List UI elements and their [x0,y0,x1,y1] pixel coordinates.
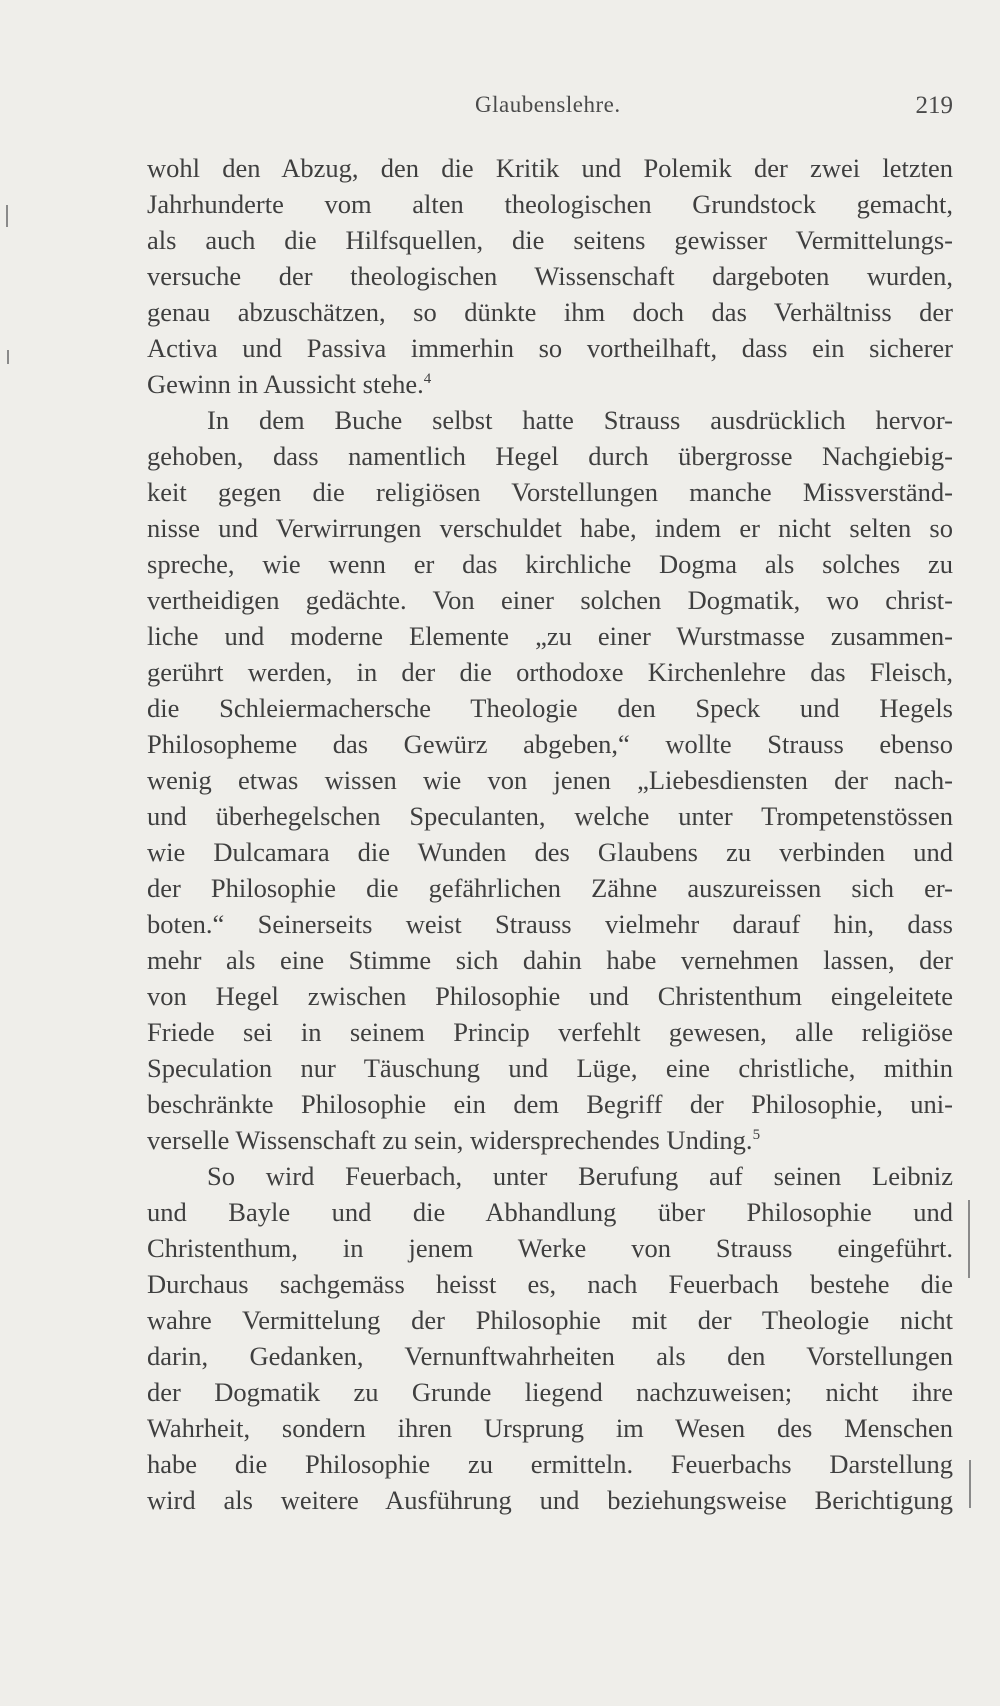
text-line-content: wird als weitere Ausführung und beziehungsweise Berichtigung [147,1485,953,1515]
text-line [147,654,953,690]
text-line [147,1266,953,1302]
footnote-marker: 5 [752,1127,761,1144]
text-line-content: mehr als eine Stimme sich dahin habe vernehmen lassen, der [147,945,953,975]
text-line [147,1374,953,1410]
running-head-title: Glaubenslehre. [475,92,621,117]
text-line [147,546,953,582]
text-line-content: darin, Gedanken, Vernunftwahrheiten als den Vorstellungen [147,1341,953,1371]
text-line [147,906,953,942]
text-line-content: gehoben, dass namentlich Hegel durch übergrosse Nachgiebig- [147,441,953,471]
text-line [147,1086,953,1122]
scan-mark [968,1200,970,1278]
text-line [147,1050,953,1086]
text-line [147,1122,953,1158]
text-line-content: Wahrheit, sondern ihren Ursprung im Wesen des Menschen [147,1413,953,1443]
text-line-content: wohl den Abzug, den die Kritik und Polemik der zwei letzten [147,153,953,183]
text-line [147,1302,953,1338]
text-line-content: Gewinn in Aussicht stehe. [147,369,424,399]
text-line [147,618,953,654]
text-line [147,294,953,330]
text-line-content: Jahrhunderte vom alten theologischen Grundstock gemacht, [147,189,953,219]
text-line-content: keit gegen die religiösen Vorstellungen manche Missverständ- [147,477,953,507]
text-line-content: liche und moderne Elemente „zu einer Wurstmasse zusammen- [147,621,953,651]
text-line [147,978,953,1014]
text-line [147,258,953,294]
text-line-content: Christenthum, in jenem Werke von Strauss eingeführt. [147,1233,953,1263]
text-line-content: Durchaus sachgemäss heisst es, nach Feuerbach bestehe die [147,1269,953,1299]
text-line [147,1338,953,1374]
text-line-content: spreche, wie wenn er das kirchliche Dogma als solches zu [147,549,953,579]
text-line [147,474,953,510]
text-line [147,330,953,366]
text-line-content: nisse und Verwirrungen verschuldet habe, indem er nicht selten so [147,513,953,543]
text-line-content: habe die Philosophie zu ermitteln. Feuerbachs Darstellung [147,1449,953,1479]
text-line [147,222,953,258]
text-line [147,1446,953,1482]
text-line [147,510,953,546]
text-line-content: die Schleiermachersche Theologie den Speck und Hegels [147,693,953,723]
text-line [147,834,953,870]
text-line-content: genau abzuschätzen, so dünkte ihm doch das Verhältniss der [147,297,953,327]
text-line-content: gerührt werden, in der die orthodoxe Kirchenlehre das Fleisch, [147,657,953,687]
text-line [147,1482,953,1518]
text-line-content: In dem Buche selbst hatte Strauss ausdrücklich hervor- [207,405,953,435]
scan-mark [7,350,9,364]
text-line [147,1230,953,1266]
text-line-content: wahre Vermittelung der Philosophie mit der Theologie nicht [147,1305,953,1335]
text-line-content: vertheidigen gedächte. Von einer solchen Dogmatik, wo christ- [147,585,953,615]
body-text [147,150,953,1518]
footnote-marker: 4 [423,371,432,388]
text-line [147,186,953,222]
text-line-content: wie Dulcamara die Wunden des Glaubens zu verbinden und [147,837,953,867]
text-line-content: wenig etwas wissen wie von jenen „Liebesdiensten der nach- [147,765,953,795]
text-line-content: als auch die Hilfsquellen, die seitens gewisser Vermittelungs- [147,225,953,255]
text-line-content: verselle Wissenschaft zu sein, widersprechendes Unding. [147,1125,753,1155]
scan-mark [969,1460,971,1508]
text-line-content: beschränkte Philosophie ein dem Begriff der Philosophie, uni- [147,1089,953,1119]
text-line-content: der Philosophie die gefährlichen Zähne auszureissen sich er- [147,873,953,903]
text-line [147,726,953,762]
text-line [147,366,953,402]
text-line-content: Activa und Passiva immerhin so vortheilhaft, dass ein sicherer [147,333,953,363]
text-line-content: und überhegelschen Speculanten, welche unter Trompetenstössen [147,801,953,831]
text-line-content: von Hegel zwischen Philosophie und Christenthum eingeleitete [147,981,953,1011]
text-line-content: und Bayle und die Abhandlung über Philosophie und [147,1197,953,1227]
running-head [147,92,953,122]
text-line [147,690,953,726]
text-line-content: der Dogmatik zu Grunde liegend nachzuweisen; nicht ihre [147,1377,953,1407]
text-line [147,438,953,474]
text-line [147,870,953,906]
text-line-content: boten.“ Seinerseits weist Strauss vielmehr darauf hin, dass [147,909,953,939]
text-line [147,1014,953,1050]
text-line [147,582,953,618]
page-number: 219 [915,92,953,119]
text-line [147,150,953,186]
text-line-content: versuche der theologischen Wissenschaft dargeboten wurden, [147,261,953,291]
text-line [147,798,953,834]
scan-mark [6,205,8,227]
text-line-content: So wird Feuerbach, unter Berufung auf seinen Leibniz [207,1161,953,1191]
text-line [147,942,953,978]
text-line [147,402,953,438]
text-line-content: Speculation nur Täuschung und Lüge, eine christliche, mithin [147,1053,953,1083]
text-line [147,1194,953,1230]
text-line [147,762,953,798]
text-line [147,1158,953,1194]
text-line-content: Friede sei in seinem Princip verfehlt gewesen, alle religiöse [147,1017,953,1047]
text-line-content: Philosopheme das Gewürz abgeben,“ wollte Strauss ebenso [147,729,953,759]
text-line [147,1410,953,1446]
